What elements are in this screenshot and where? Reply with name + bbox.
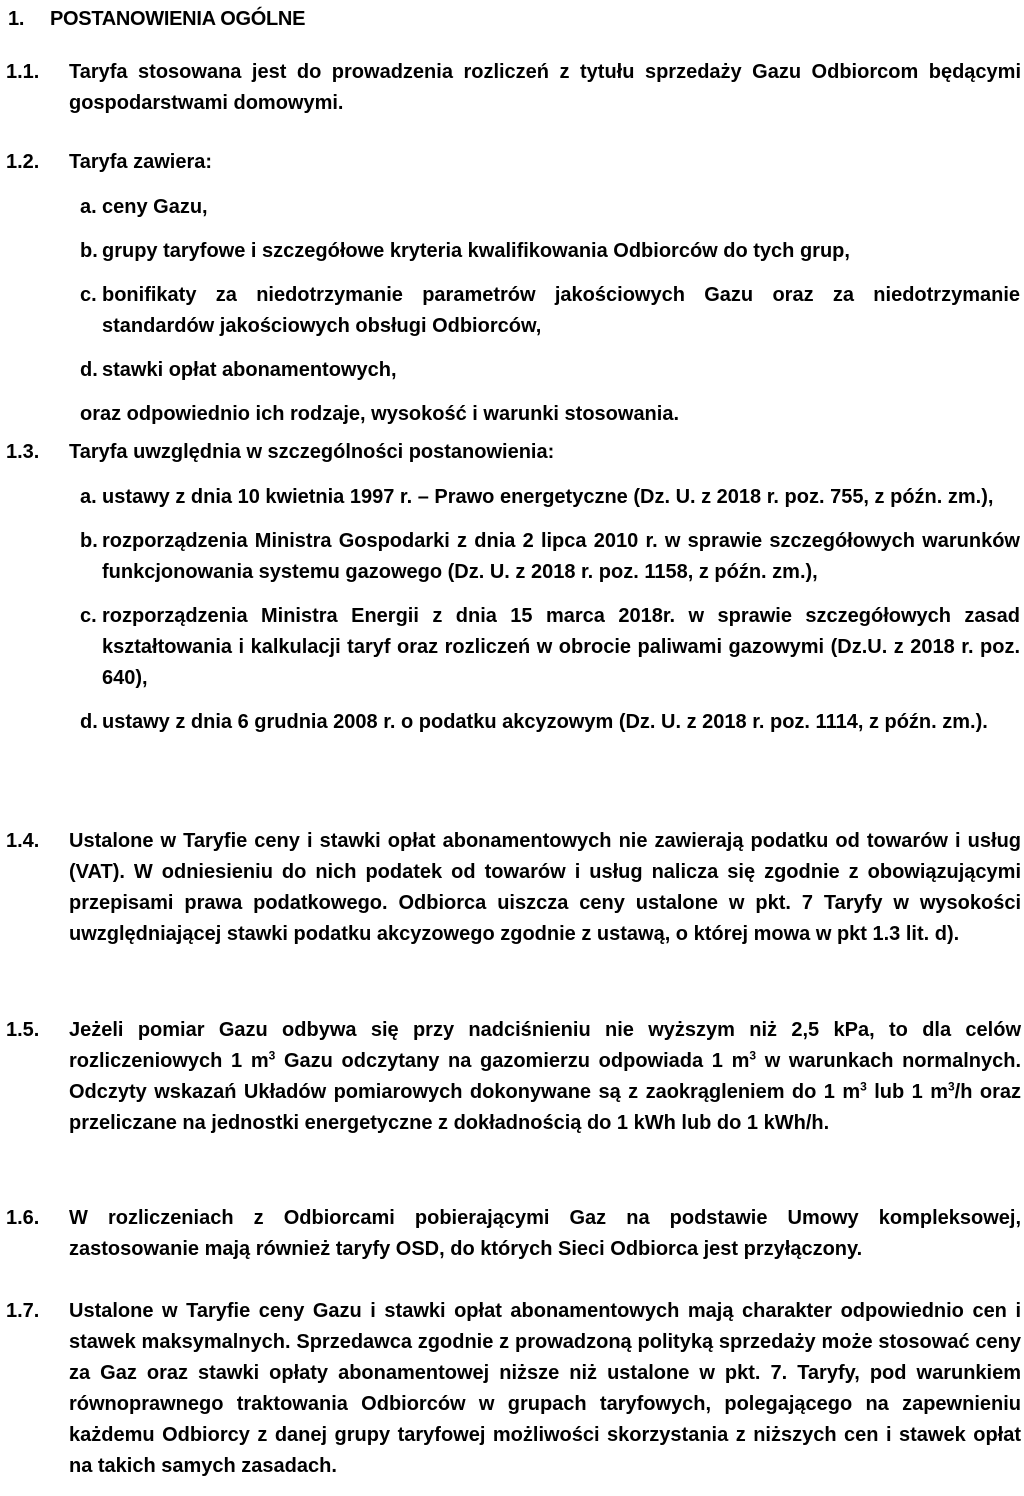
item-letter: a. xyxy=(80,486,97,508)
section-heading xyxy=(8,4,305,35)
text-part: w warunkach normalnych. Odczyty wskazań Układów pomiarowych dokonywane są z zaokrągleniem do 1 m xyxy=(69,1050,1021,1103)
list-item xyxy=(0,355,1024,386)
section-number: 1.5. xyxy=(6,1019,40,1041)
superscript: 3 xyxy=(860,1079,867,1094)
section-1-4 xyxy=(0,826,1024,950)
text-part: /h oraz przeliczane na jednostki energetyczne z dokładnością do 1 kWh lub do 1 kWh/h. xyxy=(69,1081,1021,1134)
text-part: Jeżeli pomiar Gazu odbywa się przy nadciśnieniu nie wyższym niż 2,5 kPa, to dla celów rozliczeniowych 1 m xyxy=(69,1019,1021,1072)
list-item xyxy=(0,192,1024,223)
item-text: stawki opłat abonamentowych, xyxy=(102,359,397,381)
item-text: ustawy z dnia 10 kwietnia 1997 r. – Prawo energetyczne (Dz. U. z 2018 r. poz. 755, z późn. zm.), xyxy=(102,486,994,508)
heading-title: POSTANOWIENIA OGÓLNE xyxy=(50,8,306,30)
section-number: 1.7. xyxy=(6,1300,40,1322)
superscript: 3 xyxy=(749,1048,757,1063)
item-text: rozporządzenia Ministra Energii z dnia 15 marca 2018r. w sprawie szczegółowych zasad kształtowania i kalkulacji taryf oraz rozliczeń w obrocie paliwami gazowymi (Dz.U. z 2018 r. poz. 640), xyxy=(102,605,1020,689)
item-text: bonifikaty za niedotrzymanie parametrów jakościowych Gazu oraz za niedotrzymanie standardów jakościowych obsługi Odbiorców, xyxy=(102,284,1020,337)
list-item xyxy=(0,482,1024,513)
list-item xyxy=(0,526,1024,588)
section-1-3 xyxy=(0,437,1024,751)
section-1-1 xyxy=(0,57,1024,119)
item-list xyxy=(0,482,1024,738)
section-text: Ustalone w Taryfie ceny i stawki opłat abonamentowych nie zawierają podatku od towarów i usług (VAT). W odniesieniu do nich podatek od towarów i usług nalicza się zgodnie z obowiązującymi przepisami prawa podatkowego. Odbiorca uiszcza ceny ustalone w pkt. 7 Taryfy w wysokości uwzględniającej stawki podatku akcyzowego zgodnie z ustawą, o której mowa w pkt 1.3 lit. d). xyxy=(69,830,1021,945)
item-text: ustawy z dnia 6 grudnia 2008 r. o podatku akcyzowym (Dz. U. z 2018 r. poz. 1114, z późn. zm.). xyxy=(102,711,988,733)
section-text: Taryfa stosowana jest do prowadzenia rozliczeń z tytułu sprzedaży Gazu Odbiorcom będącymi gospodarstwami domowymi. xyxy=(69,61,1021,114)
closing-text: oraz odpowiednio ich rodzaje, wysokość i warunki stosowania. xyxy=(80,403,680,425)
item-text: rozporządzenia Ministra Gospodarki z dnia 2 lipca 2010 r. w sprawie szczegółowych warunków funkcjonowania systemu gazowego (Dz. U. z 2018 r. poz. 1158, z późn. zm.), xyxy=(102,530,1020,583)
text-part: Gazu odczytany na gazomierzu odpowiada 1 m xyxy=(275,1050,750,1072)
section-number: 1.4. xyxy=(6,830,40,852)
item-letter: b. xyxy=(80,240,98,262)
item-letter: a. xyxy=(80,196,97,218)
item-letter: d. xyxy=(80,711,98,733)
item-letter: b. xyxy=(80,530,98,552)
section-text xyxy=(69,1015,1021,1139)
section-number: 1.2. xyxy=(6,151,40,173)
superscript: 3 xyxy=(947,1079,955,1094)
section-text: W rozliczeniach z Odbiorcami pobierającymi Gaz na podstawie Umowy kompleksowej, zastosowanie mają również taryfy OSD, do których Sieci Odbiorca jest przyłączony. xyxy=(69,1207,1021,1260)
list-item xyxy=(0,601,1024,694)
item-letter: c. xyxy=(80,284,97,306)
item-letter: c. xyxy=(80,605,97,627)
item-list xyxy=(0,192,1024,386)
list-item xyxy=(0,280,1024,342)
section-number: 1.1. xyxy=(6,61,40,83)
list-item xyxy=(0,236,1024,267)
section-1-6 xyxy=(0,1203,1024,1265)
section-1-2 xyxy=(0,147,1024,430)
item-letter: d. xyxy=(80,359,98,381)
list-item xyxy=(0,707,1024,738)
section-1-7 xyxy=(0,1296,1024,1482)
section-number: 1.3. xyxy=(6,441,40,463)
section-text: Taryfa uwzględnia w szczególności postanowienia: xyxy=(69,441,555,463)
heading-number: 1. xyxy=(8,8,25,30)
section-text: Ustalone w Taryfie ceny Gazu i stawki opłat abonamentowych mają charakter odpowiednio cen i stawek maksymalnych. Sprzedawca zgodnie z prowadzoną polityką sprzedaży może stosować ceny za Gaz oraz stawki opłaty abonamentowej niższe niż ustalone w pkt. 7. Taryfy, pod warunkiem równoprawnego traktowania Odbiorców w grupach taryfowych, polegającego na zapewnieniu każdemu Odbiorcy z danej grupy taryfowej możliwości skorzystania z niższych cen i stawek opłat na takich samych zasadach. xyxy=(69,1300,1021,1477)
item-text: ceny Gazu, xyxy=(102,196,208,218)
superscript: 3 xyxy=(268,1048,276,1063)
text-part: lub 1 m xyxy=(866,1081,948,1103)
item-text: grupy taryfowe i szczegółowe kryteria kwalifikowania Odbiorców do tych grup, xyxy=(102,240,850,262)
section-number: 1.6. xyxy=(6,1207,40,1229)
section-text: Taryfa zawiera: xyxy=(69,151,213,173)
section-1-5 xyxy=(0,1015,1024,1139)
